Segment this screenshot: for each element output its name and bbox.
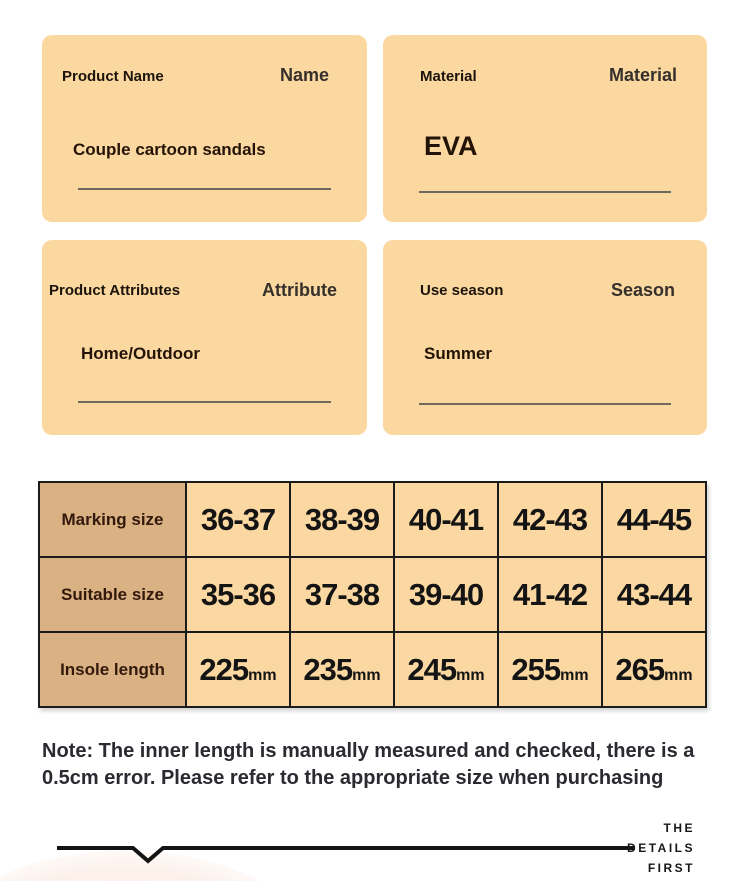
spec-card-product-name <box>42 35 367 222</box>
table-row-marking-size <box>39 482 706 557</box>
marking-size-cell: 44-45 <box>602 482 706 557</box>
insole-length-cell <box>602 632 706 707</box>
insole-unit: mm <box>560 666 589 684</box>
row-label: Insole length <box>39 632 186 707</box>
row-label: Suitable size <box>39 557 186 632</box>
insole-unit: mm <box>352 666 381 684</box>
marking-size-cell: 38-39 <box>290 482 394 557</box>
card-underline <box>419 403 671 405</box>
card-label: Material <box>420 68 477 85</box>
tagline-line: DETAILS <box>627 841 695 855</box>
suitable-size-cell: 43-44 <box>602 557 706 632</box>
card-value: EVA <box>424 131 478 161</box>
spec-card-material <box>383 35 707 222</box>
suitable-size-cell: 39-40 <box>394 557 498 632</box>
marking-size-cell: 36-37 <box>186 482 290 557</box>
insole-unit: mm <box>456 666 485 684</box>
insole-number: 235 <box>303 651 353 687</box>
table-row-insole-length <box>39 632 706 707</box>
card-underline <box>78 401 331 403</box>
tagline-line: THE <box>663 821 695 835</box>
card-value: Couple cartoon sandals <box>73 140 266 159</box>
row-label: Marking size <box>39 482 186 557</box>
spec-card-attribute <box>42 240 367 435</box>
card-underline <box>78 188 331 190</box>
suitable-size-cell: 35-36 <box>186 557 290 632</box>
tagline-the-details-first <box>627 818 695 878</box>
size-table <box>38 481 707 708</box>
suitable-size-cell: 37-38 <box>290 557 394 632</box>
insole-number: 265 <box>615 651 665 687</box>
table-row-suitable-size <box>39 557 706 632</box>
card-label: Use season <box>420 282 504 299</box>
insole-unit: mm <box>248 666 277 684</box>
card-tag: Season <box>610 280 675 300</box>
marking-size-cell: 42-43 <box>498 482 602 557</box>
insole-unit: mm <box>664 666 693 684</box>
measurement-note: Note: The inner length is manually measured and checked, there is a 0.5cm error. Please refer to the appropriate size when purchasing <box>42 740 695 789</box>
card-tag: Material <box>608 65 677 85</box>
card-underline <box>419 191 671 193</box>
insole-number: 245 <box>407 651 457 687</box>
card-value: Home/Outdoor <box>81 344 200 363</box>
card-label: Product Name <box>62 68 164 85</box>
card-tag: Name <box>279 65 329 85</box>
insole-length-cell <box>394 632 498 707</box>
suitable-size-cell: 41-42 <box>498 557 602 632</box>
card-label: Product Attributes <box>49 282 181 299</box>
tagline-line: FIRST <box>647 861 695 875</box>
card-tag: Attribute <box>262 280 337 300</box>
insole-length-cell <box>290 632 394 707</box>
insole-length-cell <box>498 632 602 707</box>
insole-length-cell <box>186 632 290 707</box>
insole-number: 255 <box>511 651 561 687</box>
marking-size-cell: 40-41 <box>394 482 498 557</box>
spec-card-season <box>383 240 707 435</box>
insole-number: 225 <box>199 651 249 687</box>
card-value: Summer <box>424 344 493 363</box>
